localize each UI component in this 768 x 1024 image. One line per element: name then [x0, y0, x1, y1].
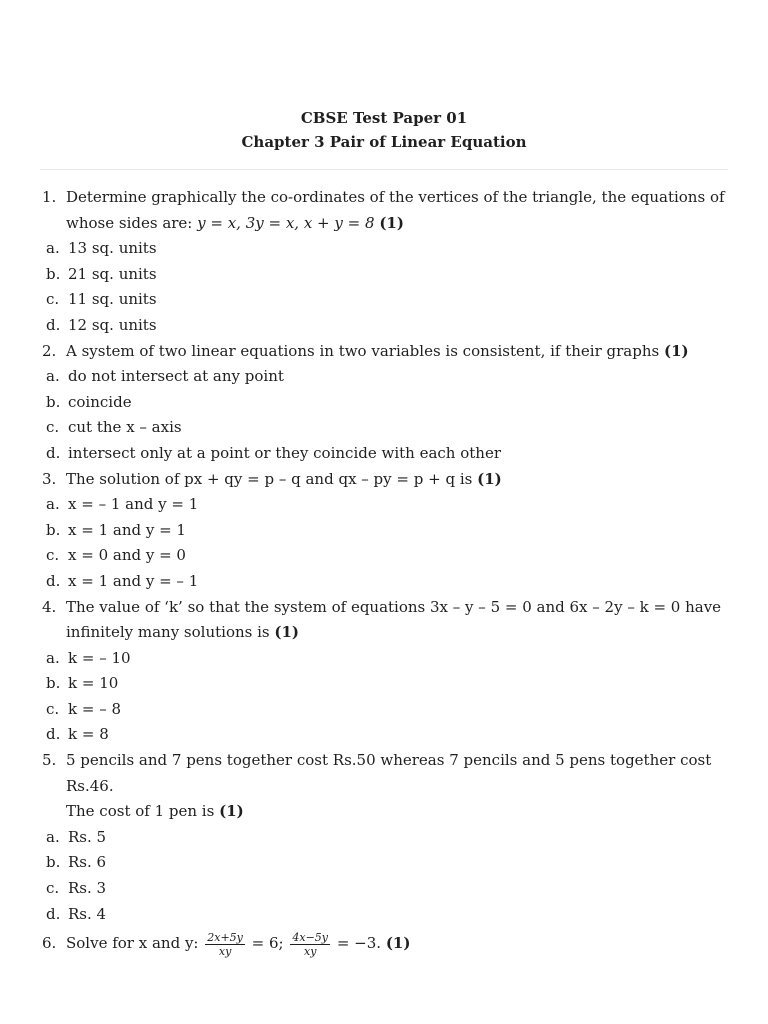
option-letter: b. [46, 674, 61, 693]
question-text: A system of two linear equations in two variables is consistent, if their graphs [66, 341, 660, 360]
question-text: Determine graphically the co-ordinates of the vertices of the triangle, the equations of [66, 188, 725, 206]
option-b [42, 518, 732, 544]
options-list [42, 364, 732, 466]
option-b [42, 671, 732, 697]
option-letter: b. [46, 520, 61, 539]
option-letter: d. [46, 443, 61, 462]
option-b [42, 390, 732, 416]
option-text: Rs. 6 [68, 853, 107, 872]
marks-badge: (1) [274, 623, 300, 642]
option-text: x = 1 and y = 1 [68, 520, 186, 539]
question-text-cont: infinitely many solutions is [66, 623, 270, 642]
marks-badge: (1) [663, 341, 689, 360]
fraction-2 [290, 931, 330, 958]
option-d [42, 569, 732, 595]
option-text: Rs. 3 [68, 879, 107, 898]
option-text: Rs. 4 [68, 904, 107, 923]
option-d [42, 902, 732, 928]
option-text: intersect only at a point or they coincide with each other [68, 443, 501, 462]
question-1 [42, 185, 732, 236]
question-text: The value of ‘k’ so that the system of equations 3x – y – 5 = 0 and 6x – 2y – k = 0 have [66, 597, 722, 616]
fraction-1 [205, 931, 245, 958]
fraction-denominator: xy [218, 944, 232, 958]
option-a [42, 825, 732, 851]
option-text: k = 8 [68, 725, 109, 744]
option-letter: b. [46, 392, 61, 411]
option-letter: a. [46, 648, 60, 667]
option-letter: a. [46, 495, 60, 514]
option-b [42, 262, 732, 288]
option-letter: d. [46, 315, 61, 334]
chapter-title: Chapter 3 Pair of Linear Equation [241, 133, 527, 151]
marks-badge: (1) [219, 802, 244, 821]
option-c [42, 415, 732, 441]
option-text: 13 sq. units [68, 239, 157, 258]
question-text-cont: whose sides are: [66, 213, 198, 232]
option-letter: d. [46, 725, 61, 744]
question-4 [42, 595, 732, 646]
option-text: k = – 10 [68, 648, 131, 667]
header-divider [40, 169, 728, 170]
fraction-denominator: xy [304, 944, 317, 958]
question-2 [42, 339, 732, 365]
option-letter: b. [46, 853, 61, 872]
question-number: 6. [42, 934, 57, 953]
option-text: k = – 8 [68, 699, 122, 718]
option-letter: a. [46, 239, 60, 258]
options-list [42, 492, 732, 594]
option-text: k = 10 [68, 674, 119, 693]
option-d [42, 313, 732, 339]
option-c [42, 287, 732, 313]
option-letter: c. [46, 418, 60, 437]
question-3 [42, 467, 732, 493]
option-text: coincide [68, 392, 132, 411]
question-text: 5 pencils and 7 pens together cost Rs.50 whereas 7 pencils and 5 pens together cost Rs.46. [66, 751, 712, 795]
option-letter: c. [46, 699, 60, 718]
question-number: 1. [42, 188, 57, 206]
equation-rhs-2: = −3. [336, 934, 382, 953]
option-a [42, 646, 732, 672]
option-b [42, 850, 732, 876]
options-list [42, 646, 732, 748]
option-c [42, 876, 732, 902]
option-letter: c. [46, 290, 60, 309]
option-letter: b. [46, 264, 61, 283]
question-text: Solve for x and y: [66, 934, 204, 953]
option-text: cut the x – axis [68, 418, 182, 437]
option-d [42, 722, 732, 748]
option-text: 21 sq. units [68, 264, 157, 283]
question-list [42, 185, 732, 959]
fraction-numerator: 4x−5y [292, 930, 329, 944]
options-list [42, 825, 732, 927]
question-number: 3. [42, 469, 57, 488]
option-text: x = 0 and y = 0 [68, 546, 186, 565]
question-5 [42, 748, 732, 825]
option-text: x = – 1 and y = 1 [68, 495, 199, 514]
option-text: 12 sq. units [68, 315, 157, 334]
options-list [42, 236, 732, 338]
question-math: y = x, 3y = x, x + y = 8 [197, 213, 375, 232]
option-text: Rs. 5 [68, 827, 107, 846]
paper-title: CBSE Test Paper 01 [300, 109, 468, 127]
option-text: 11 sq. units [68, 290, 157, 309]
option-letter: d. [46, 904, 61, 923]
page-header [0, 106, 768, 154]
option-letter: c. [46, 546, 60, 565]
option-letter: c. [46, 879, 60, 898]
question-6 [42, 927, 732, 959]
marks-badge: (1) [477, 469, 502, 488]
question-number: 2. [42, 341, 57, 360]
question-text: The solution of px + qy = p – q and qx – py = p + q is [66, 469, 473, 488]
option-text: do not intersect at any point [68, 367, 284, 386]
option-letter: a. [46, 367, 60, 386]
marks-badge: (1) [385, 934, 411, 953]
fraction-numerator: 2x+5y [207, 930, 243, 944]
option-text: x = 1 and y = – 1 [68, 571, 199, 590]
option-c [42, 543, 732, 569]
question-number: 5. [42, 751, 57, 770]
equation-rhs-1: = 6; [251, 934, 284, 953]
option-d [42, 441, 732, 467]
marks-badge: (1) [379, 213, 404, 232]
question-number: 4. [42, 597, 57, 616]
question-text-cont: The cost of 1 pen is [66, 802, 215, 821]
option-a [42, 364, 732, 390]
option-letter: a. [46, 827, 60, 846]
option-a [42, 492, 732, 518]
option-c [42, 697, 732, 723]
option-a [42, 236, 732, 262]
option-letter: d. [46, 571, 61, 590]
